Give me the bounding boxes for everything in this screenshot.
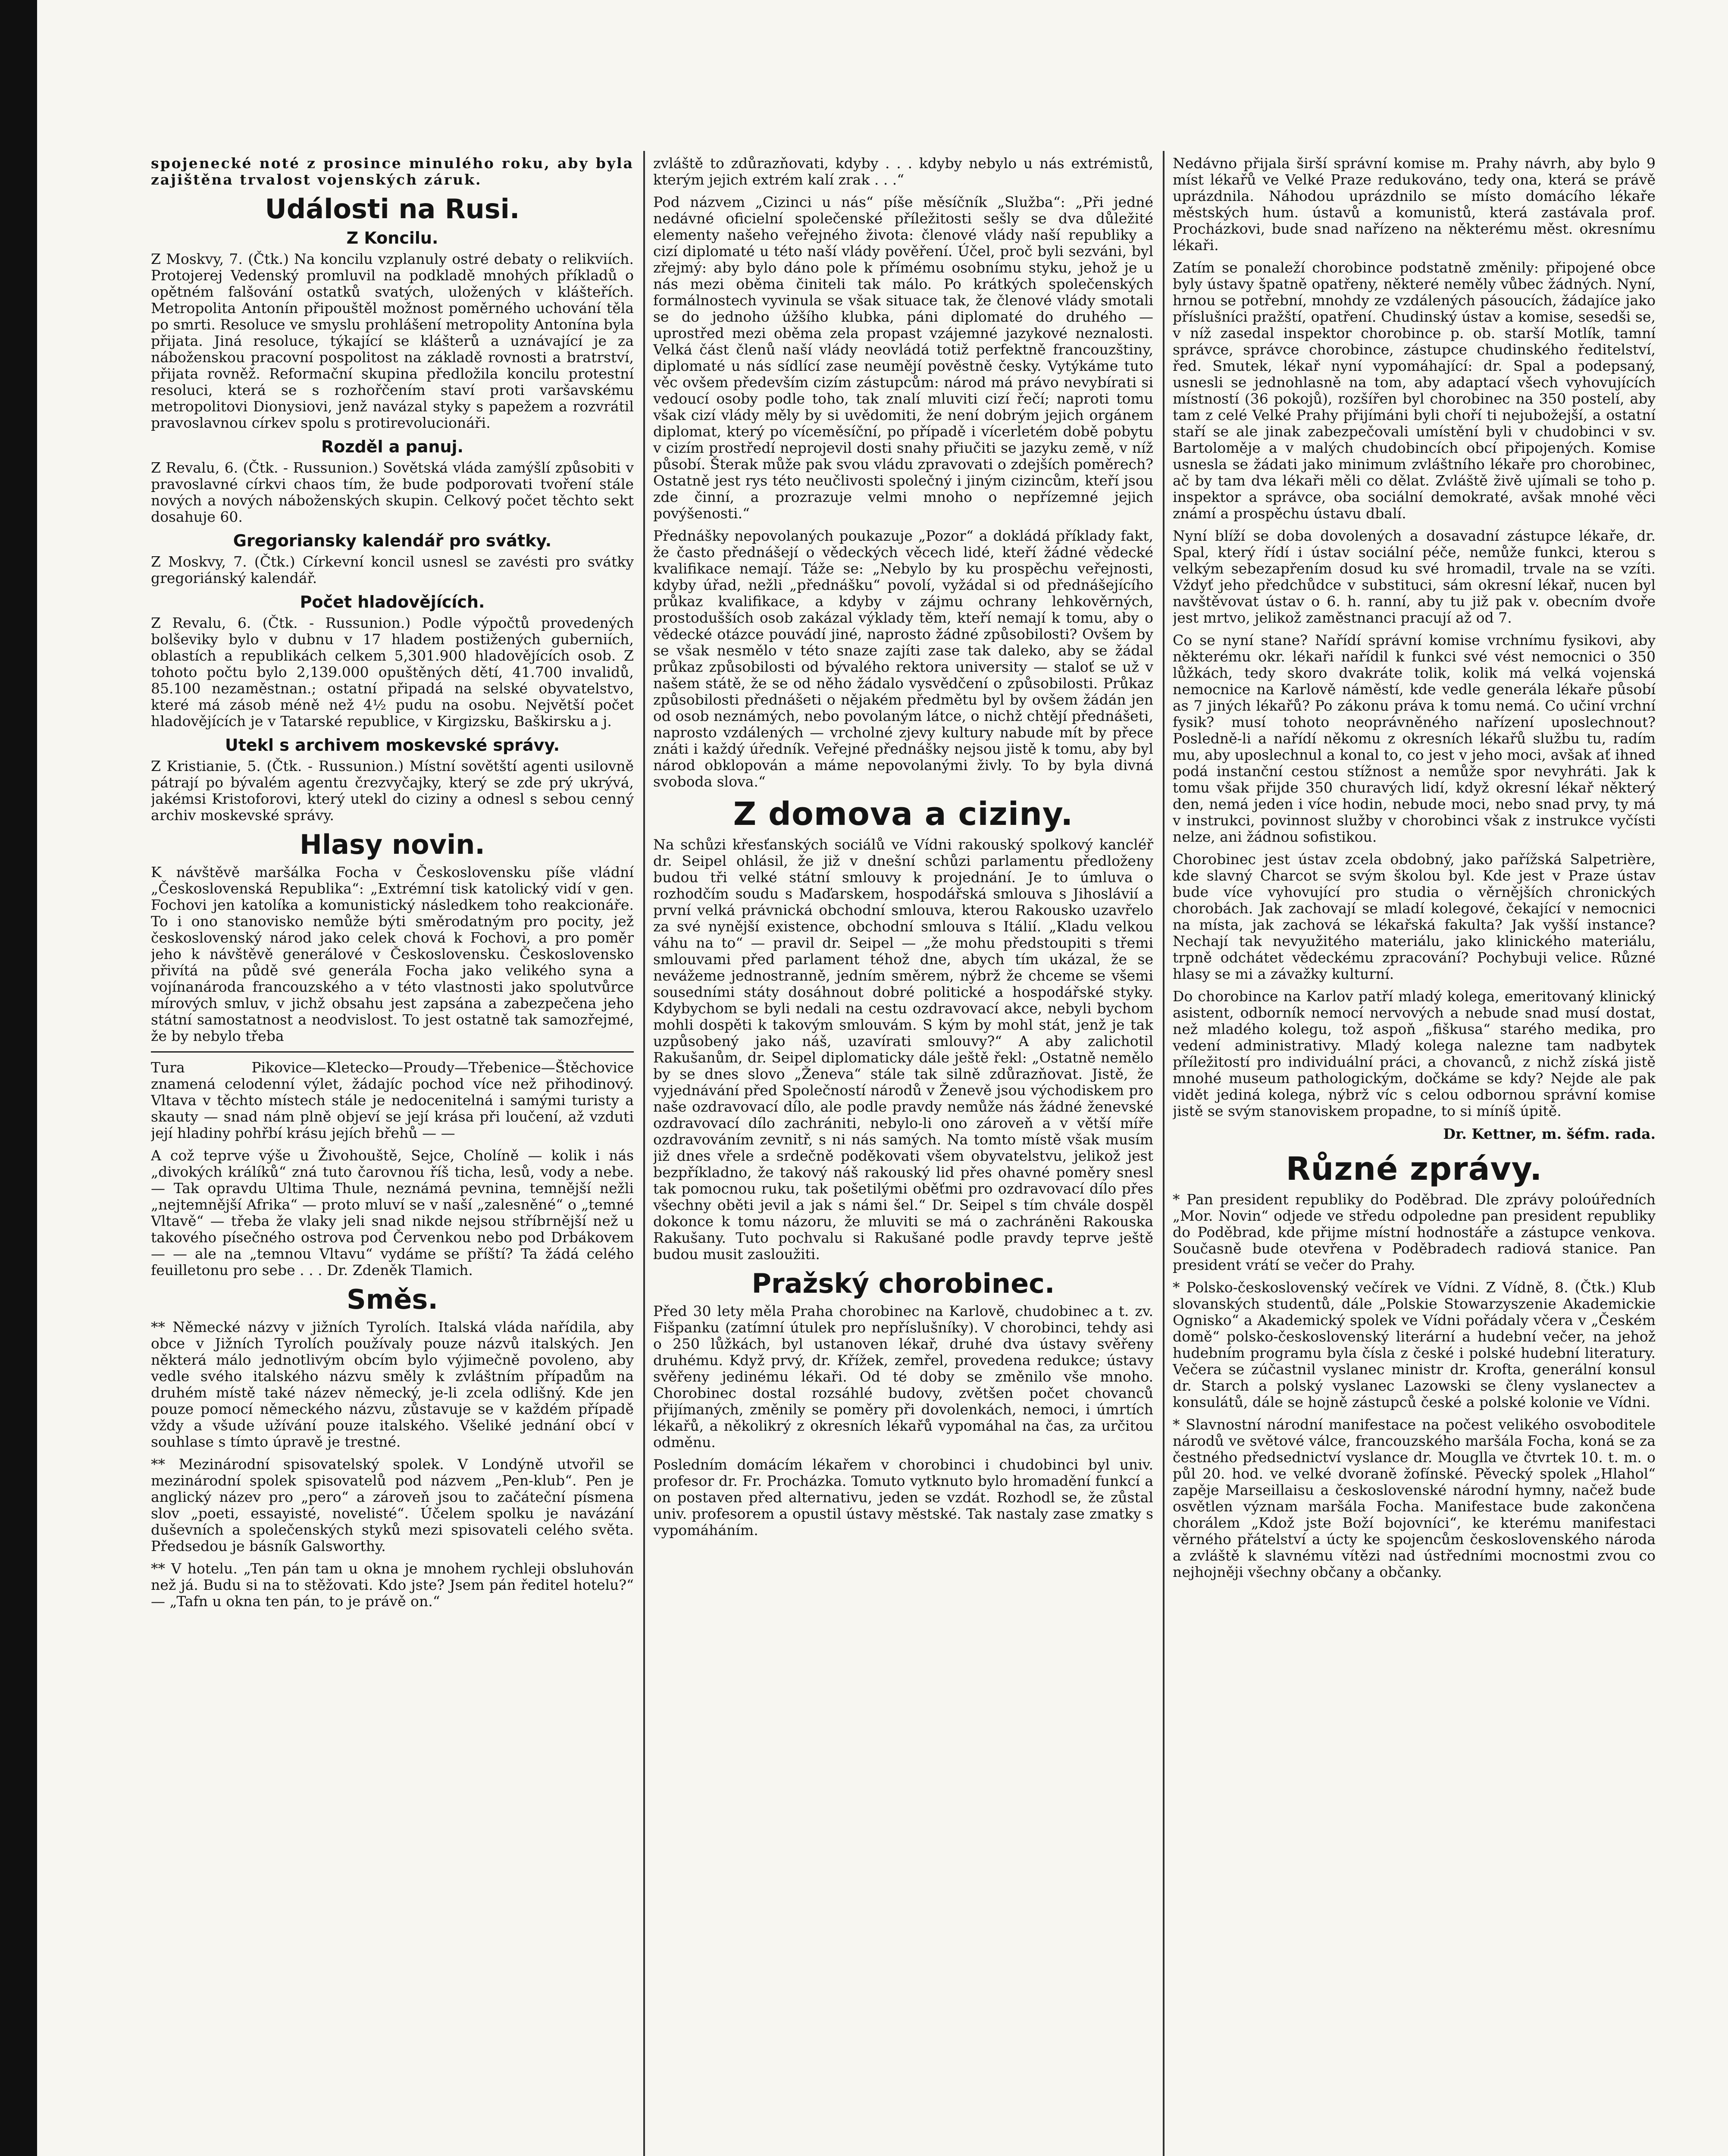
column-middle (653, 155, 1153, 2156)
article-text: Z Moskvy, 7. (Čtk.) Církevní koncil usnesl se zavésti pro svátky gregoriánský kalendář. (151, 553, 634, 586)
article-text: Zatím se ponaleží chorobince podstatně změnily: připojené obce byly ústavy špatně opatřeny, některé neměly vůbec žádných. Nyní, hrnou se potřební, mnohdy ze vzdálených pásoucích, žádajíce jako příslušníci pražští, opatření. Chudinský ústav a komise, sesedši se, v níž zasedal inspektor chorobince p. ob. starší Motlík, tamní správce, správce chorobince, zástupce chudinského ředitelství, řed. Smutek, lékař nyní vypomáhající: dr. Spal a podepsaný, usnesli se jednohlasně na tom, aby adaptací všech vyhovujících místností (36 pokojů), rozšířen byl chorobinec na 350 postelí, aby tam z celé Velké Prahy přijímáni byli choří ti nejubožejší, a ostatní staří se ale jinak zabezpečovali umístění byli v chudobinci v sv. Bartoloměje a v malých chudobincích obcí připojených. Komise usnesla se žádati jako minimum zvláštního lékaře pro chorobinec, ač by tam dva lékaři měli co dělat. Zvláště živě ujímali se toho p. inspektor a správce, oba sociální demokraté, avšak mnohé věci známí a prospěchu ústavu dbalí. (1173, 259, 1656, 522)
section-heading-domova: Z domova a ciziny. (733, 796, 1074, 833)
article-text: zvláště to zdůrazňovati, kdyby . . . kdyby nebylo u nás extrémistů, kterým jejich extrém kalí zrak . . .“ (653, 155, 1153, 188)
article-text: Co se nyní stane? Nařídí správní komise vrchnímu fysikovi, aby některému okr. lékaři nařídil k funkci své vést nemocnici o 350 lůžkách, tedy skoro dvakráte tolik, kolik má velká vojenská nemocnice na Karlově náměstí, kde vedle generála lékaře působí as 7 jiných lékařů? Po zákonu práva k tomu nemá. Co učiní vrchní fysik? musí tohoto neoprávněného nařízení uposlechnout? Posledně-li a nařídí někomu z okresních lékařů službu tu, radím mu, aby uposlechnul a konal to, co jest v jeho moci, avšak ať ihned podá instanční cestou stížnost a nemůže spor nevyhráti. Jak k tomu však přijde 350 churavých lidí, když okresní lékař některý den, nemá jeden i více hodin, nebude moci, nebo snad prvy, ty má v instrukci, povinnost služby v chorobinci však z instrukce vyčísti nelze, ani žádnou sofistikou. (1173, 632, 1656, 845)
column-rule (1163, 151, 1165, 2156)
column-rule (643, 151, 645, 2156)
article-text: K návštěvě maršálka Focha v Československu píše vládní „Československá Republika“: „Extrémní tisk katolický vidí v gen. Fochovi jen katolíka a komunistický následkem toho reakcionáře. To i ono stanovisko nemůže býti směrodatným pro pocity, jež československý národ jako celek chová k Fochovi, a pro poměr jeho k návštěvě generálové v Československu. Československo přivítá na půdě své generála Focha jako velikého syna a vojínanároda francouzského a v této vlastnosti jako spolutvůrce mírových smluv, v jichž obsahu jest zapsána a zabezpečena jeho státní samostatnost a neodvislost. To jest ostatně tak samozřejmé, že by nebylo třeba (151, 864, 634, 1044)
article-text: * Slavnostní národní manifestace na počest velikého osvoboditele národů ve světové válce, francouzského maršála Focha, koná se za čestného předsednictví vyslance dr. Mouglla ve čtvrtek 10. t. m. o půl 20. hod. ve velké dvoraně žofínské. Pěvecký spolek „Hlahol“ zapěje Marseillaisu a československé národní hymny, načež bude osvětlen význam maršála Focha. Manifestace bude zakončena chorálem „Kdož jste Boží bojovníci“, ke kterému manifestaci věrného přátelství a úcty ke spojencům československého národa a zvláště k slavnému vítězi nad ústředními mocnostmi zvou co nejhojněji všechny občany a občanky. (1173, 1416, 1656, 1580)
divider (151, 1051, 634, 1053)
article-text: Z Kristianie, 5. (Čtk. - Russunion.) Místní sovětští agenti usilovně pátrají po bývalém agentu črezvyčajky, který se zde prý ukrývá, jakémsi Kristoforovi, který utekl do ciziny a odnesl s sebou cenný archiv moskevské správy. (151, 758, 634, 824)
column-left (151, 155, 634, 2156)
article-heading: Utekl s archivem moskevské správy. (225, 736, 560, 755)
article-text: * Pan president republiky do Poděbrad. Dle zprávy poloúředních „Mor. Novin“ odjede ve středu odpoledne pan president republiky do Poděbrad, kde přijme místní hodnostáře a zástupce venkova. Současně bude otevřena v Poděbradech radiová stanice. Pan president vrátí se večer do Prahy. (1173, 1191, 1656, 1273)
article-text: Chorobinec jest ústav zcela obdobný, jako pařížská Salpetrière, kde slavný Charcot se svým školou byl. Kde jest v Praze ústav bude více vyhovující pro studia o věrnějších chronických chorobách. Jak zachovají se mladí kolegové, čekající v nemocnici na místa, jak zachová se lékařská fakulta? Jak vyšší instance? Nechají tak nevyužitého materiálu, jako klinického materiálu, trpně odchátet vědeckému zpracování? Pochybuji velice. Různé hlasy se mi a závažky kulturní. (1173, 851, 1656, 982)
section-heading-zpravy: Různé zprávy. (1286, 1150, 1543, 1188)
section-heading-hlasy: Hlasy novin. (300, 829, 485, 860)
page-edge (0, 0, 37, 2156)
article-text: Z Revalu, 6. (Čtk. - Russunion.) Podle výpočtů provedených bolševiky bylo v dubnu v 17 hladem postižených guberniích, oblastích a republikách celkem 5,301.900 hladovějících osob. Z tohoto počtu bylo 2,139.000 opuštěných dětí, 41.700 invalidů, 85.100 nezaměstnan.; ostatní připadá na selské obyvatelstvo, které má zásob méně než 4½ pudu na osobu. Největší počet hladovějících je v Tatarské republice, v Kirgizsku, Baškirsku a j. (151, 614, 634, 730)
article-text: Posledním domácím lékařem v chorobinci i chudobinci byl univ. profesor dr. Fr. Procházka. Tomuto vytknuto bylo hromadění funkcí a on postaven před alternativu, jeden se vzdát. Rozhodl se, že zůstal univ. profesorem a opustil ústavy městské. Tak nastaly zase zmatky s vypomáháním. (653, 1456, 1153, 1539)
article-text: Přednášky nepovolaných poukazuje „Pozor“ a dokládá příklady fakt, že často přednášejí o vědeckých věcech lidé, kteří žádné vědecké kvalifikace nemají. Táže se: „Nebylo by ku prospěchu veřejnosti, kdyby úřad, nežli „přednášku“ povolí, vyžádal si od přednášejícího průkaz kvalifikace, a kdyby v zájmu ochrany lehkověrných, prostodušších osob zakázal výklady těm, kteří nemají k tomu, aby o vědecké otázce pouvádí jiné, naprosto žádné způsobilosti? Ovšem by se však nesmělo v této snaze zajíti zase tak daleko, aby se žádal průkaz způsobilosti od bývalého rektora university — staloť se už v našem státě, že se od něho žádalo vysvědčení o způsobilosti. Průkaz způsobilosti přednášeti o nějakém předmětu byl by ovšem žádán jen od osob neznámých, nebo povolaným látce, o nichž chtějí přednášeti, naprosto vzdálených — vrcholné zjevy kultury nabude mít by přece znáti i každý úředník. Veřejné přednášky nejsou jistě k tomu, aby byl národ obklopován a máme nepovolanými živly. To by byla divná svoboda slova.“ (653, 527, 1153, 790)
article-text: Pod názvem „Cizinci u nás“ píše měsíčník „Služba“: „Při jedné nedávné oficielní společenské příležitosti sešly se dva důležité elementy našeho veřejného života: členové vlády naší republiky a cizí diplomaté u této naší vlády pověření. Účel, proč byli sezváni, byl zřejmý: aby bylo dáno pole k přímému osobnímu styku, jehož je u nás mezi oběma činiteli tak málo. Po krátkých společenských formálnostech vyvinula se však situace tak, že členové vlády smotali se do jednoho úžšího klubka, páni diplomaté do druhého — uprostřed mezi oběma zela propast vzájemné jazykové neznalosti. Velká část členů naší vlády neovládá totiž perfektně francouzštiny, diplomaté u nás sídlící zase neumějí pověstně česky. Vytýkáme tuto věc ovšem především cizím zástupcům: národ má právo nevybírati si vedoucí osoby podle toho, tak znalí mluviti cizí řečí; naproti tomu však cizí vlády měly by si uvědomiti, že není dobrým jejich orgánem diplomat, který po víceměsíční, po případě i vícerletém době pobytu v cizím prostředí neprojevil dosti snahy přiučiti se jazyku země, v níž působí. Šterak může pak svou vládu zpravovati o zdejších poměrech? Ostatně jest rys této neučlivosti společný i jiným cizincům, kteří jsou zde činní, a prozrazuje velmi mnoho o nepřízemné jejich povýšenosti.“ (653, 194, 1153, 522)
article-heading: Z Koncilu. (346, 229, 438, 248)
section-heading-smes: Směs. (347, 1284, 438, 1315)
article-text: Z Moskvy, 7. (Čtk.) Na koncilu vzplanuly ostré debaty o relikviích. Protojerej Vedenský promluvil na podkladě mnohých příkladů o opětném falšování ostatků svatých, uložených v klášteřích. Metropolita Antonín připouštěl možnost poměrného uchování těla po smrti. Resoluce ve smyslu prohlášení metropolity Antonína byla přijata. Jiná resoluce, týkající se klášterů a uznávající je za náboženskou pracovní pospolitost na základě rovnosti a bratrství, přijata rovněž. Reformační skupina předložila koncilu protestní resoluci, která se s rozhořčením staví proti varšavskému metropolitovi Dionysiovi, jenž navázal styky s papežem a rozvrátil pravoslavnou církev spolu s protirevolucionáři. (151, 251, 634, 431)
article-heading: Gregoriansky kalendář pro svátky. (233, 531, 552, 550)
article-text: Z Revalu, 6. (Čtk. - Russunion.) Sovětská vláda zamýšlí způsobiti v pravoslavné církvi chaos tím, že bude podporovati tvoření stále nových a nových náboženských skupin. Celkový počet těchto sekt dosahuje 60. (151, 459, 634, 525)
feuilleton-text: A což teprve výše u Živohouště, Sejce, Cholíně — kolik i nás „divokých králíků“ zná tuto čarovnou říš ticha, lesů, vody a nebe. — Tak opravdu Ultima Thule, neznámá pevnina, temnější nežli „nejtemnější Afrika“ — proto mluví se v naší „zalesněné“ o „temné Vltavě“ — třeba že vlaky jeli snad nikde nejsou stříbrnější než u takového písečného ostrova pod Červenkou nebo pod Drbákovem — — ale na „temnou Vltavu“ vydáme se příští? Ta žádá celého feuilletonu pro sebe . . . Dr. Zdeněk Tlamich. (151, 1147, 634, 1279)
article-text: ** Německé názvy v jižních Tyrolích. Italská vláda nařídila, aby obce v Jižních Tyrolích používaly pouze názvů italských. Jen některá málo jednotlivým obcím bylo výjimečně povoleno, aby vedle svého italského názvu směly k zvláštním případům na druhém místě také název německý, je-li zcela odlišný. Kde jen pouze pomocí německého názvu, zůstavuje se v každém případě vždy a všude užívání pouze italského. Všeliké jednání obcí v souhlase s tímto úpravě je trestné. (151, 1319, 634, 1450)
column-right (1173, 155, 1656, 2156)
article-text: Nyní blíží se doba dovolených a dosavadní zástupce lékaře, dr. Spal, který řídí i ústav sociální péče, nemůže funkci, kterou s velkým sebezapřením dosud ku své hromadil, trvale na se vzíti. Vždyť jeho předchůdce v substituci, sám okresní lékař, nucen byl navštěvovat ústav o 6. h. ranní, aby tu již pak v. obecním dvoře jest mrtvo, jelikož zaměstnanci pracují až od 7. (1173, 527, 1656, 626)
section-heading-udalosti: Události na Rusi. (265, 193, 520, 225)
article-text: Do chorobince na Karlov patří mladý kolega, emeritovaný klinický asistent, odborník nemocí nervových a nebude snad musí dostat, než mladého kolegu, tož aspoň „fiškusa“ starého medika, pro vedení administrativy. Mladý kolega nalezne tam nadbytek příležitostí pro individuální práci, a chovanců, z nichž získá jistě mnohé museum pathologickým, dočkáme se kdy? Nejde ale pak vidět jediná kolega, nýbrž víc s celou odbornou správní komise jistě se svým stanoviskem propadne, to si míníš úpitě. (1173, 988, 1656, 1119)
feuilleton-text: Tura Pikovice—Kletecko—Proudy—Třebenice—Štěchovice znamená celodenní výlet, žádajíc pochod více než přihodinový. Vltava v těchto místech stále je nedocenitelná i samými turisty a skauty — snad nám plně objeví se její krása při loučení, až vzduti její hladiny pohřbí krásu jejích břehů — — (151, 1059, 634, 1141)
article-heading: Počet hladovějících. (300, 592, 485, 611)
article-text: Nedávno přijala širší správní komise m. Prahy návrh, aby bylo 9 míst lékařů ve Velké Praze redukováno, tedy ona, která se právě uprázdnila. Náhodou uprázdnilo se místo domácího lékaře městských hum. ústavů a komunistů, která zastávala prof. Procházkovi, bude snad nařízeno na některému měst. okresnímu lékaři. (1173, 155, 1656, 254)
section-heading-chorobinec: Pražský chorobinec. (751, 1268, 1055, 1299)
intro-text: spojenecké noté z prosince minulého roku, aby byla zajištěna trvalost vojenských záruk. (151, 155, 634, 188)
article-heading: Rozděl a panuj. (321, 437, 463, 456)
article-text: * Polsko-československý večírek ve Vídni. Z Vídně, 8. (Čtk.) Klub slovanských studentů, dále „Polskie Stowarzyszenie Akademickie Ognisko“ a Akademický spolek ve Vídni pořádaly včera v „Českém domě“ polsko-československý literární a hudební večer, na jehož hudebním programu byla čísla z české i polské hudební literatury. Večera se zúčastnil vyslanec ministr dr. Krofta, generální konsul dr. Starch a polský vyslanec Lazowski se členy vyslanectev a konsulátů, dále se hojně zástupců české a polské kolonie ve Vídni. (1173, 1279, 1656, 1410)
article-text: Před 30 lety měla Praha chorobinec na Karlově, chudobinec a t. zv. Fišpanku (zatímní útulek pro nepříslušníky). V chorobinci, tehdy asi o 250 lůžkách, byl ustanoven lékař, druhé dva ústavy svěřeny druhému. Když prvý, dr. Křížek, zemřel, provedena redukce; ústavy svěřeny jedinému lékaři. Od té doby se změnilo vše mnoho. Chorobinec dostal rozsáhlé budovy, zvětšen počet chovanců přijímaných, změnily se poměry při dovolenkách, nemoci, i úmrtích lékařů, a několikrý z okresních lékařů vypomáhal na čas, za určitou odměnu. (653, 1303, 1153, 1451)
article-text: Na schůzi křesťanských sociálů ve Vídni rakouský spolkový kancléř dr. Seipel ohlásil, že již v dnešní schůzi parlamentu předloženy budou tři velké státní smlouvy k projednání. Je to úmluva o rozhodčím soudu s Maďarskem, hospodářská smlouva s Jihoslávií a první velká právnická obchodní smlouva, kterou Rakousko uzavřelo za své nynější existence, obchodní smlouva s Itálií. „Kladu velkou váhu na to“ — pravil dr. Seipel — „že mohu předstoupiti s třemi smlouvami před parlament téhož dne, abych tím ukázal, že se nevážeme jednostranně, jedním směrem, nýbrž že chceme se všemi sousedními státy dosáhnout dobré politické a hospodářské styky. Kdybychom se byli nedali na cestu ozdravovací akce, nebyli bychom mohli dospěti k takovým smlouvám. S kým by mohl stát, jenž je tak uzpůsobený jako náš, uzavírati smlouvy?“ A aby zalichotil Rakušanům, dr. Seipel diplomaticky dále ještě řekl: „Ostatně nemělo by se dnes slovo „Ženeva“ stále tak silně zdůrazňovat. Jistě, že vyjednávání před Společností národů v Ženevě jsou východiskem pro naše ozdravovací dílo, ale podle pravdy nemůže nás žádné ženevské ozdravovací dílo zachrániti, nebylo-li ono zároveň a v větší míře ozdravováním zevnitř, s ni nás samých. Na tomto místě však musím již dnes vřele a srdečně poděkovati všem obyvatelstvu, jelikož jest bezpříkladno, že takový náš rakouský lid přes ohavné poměry snesl tak pomocnou ruku, tak pošetilými oběťmi pro ozdravovací dílo přes všechny oběti jevil a jak s námi šel.“ Dr. Seipel s tím chvále dospěl dokonce k tomu názoru, že mluviti se má o zachráněni Rakouska Rakušany. Tuto pochvalu si Rakušané podle pravdy teprve ještě budou musit zasloužiti. (653, 836, 1153, 1263)
author-signature: Dr. Kettner, m. šéfm. rada. (1443, 1125, 1656, 1142)
article-text: ** Mezinárodní spisovatelský spolek. V Londýně utvořil se mezinárodní spolek spisovatelů pod názvem „Pen-klub“. Pen je anglický název pro „pero“ a zároveň jsou to začáteční písmena slov „poeti, essayisté, novelisté“. Účelem spolku je navázání duševních a společenských styků mezi spisovateli celého světa. Předsedou je básník Galsworthy. (151, 1456, 634, 1554)
article-text: ** V hotelu. „Ten pán tam u okna je mnohem rychleji obsluhován než já. Budu si na to stěžovati. Kdo jste? Jsem pán ředitel hotelu?“ — „Tafn u okna ten pán, to je právě on.“ (151, 1560, 634, 1610)
